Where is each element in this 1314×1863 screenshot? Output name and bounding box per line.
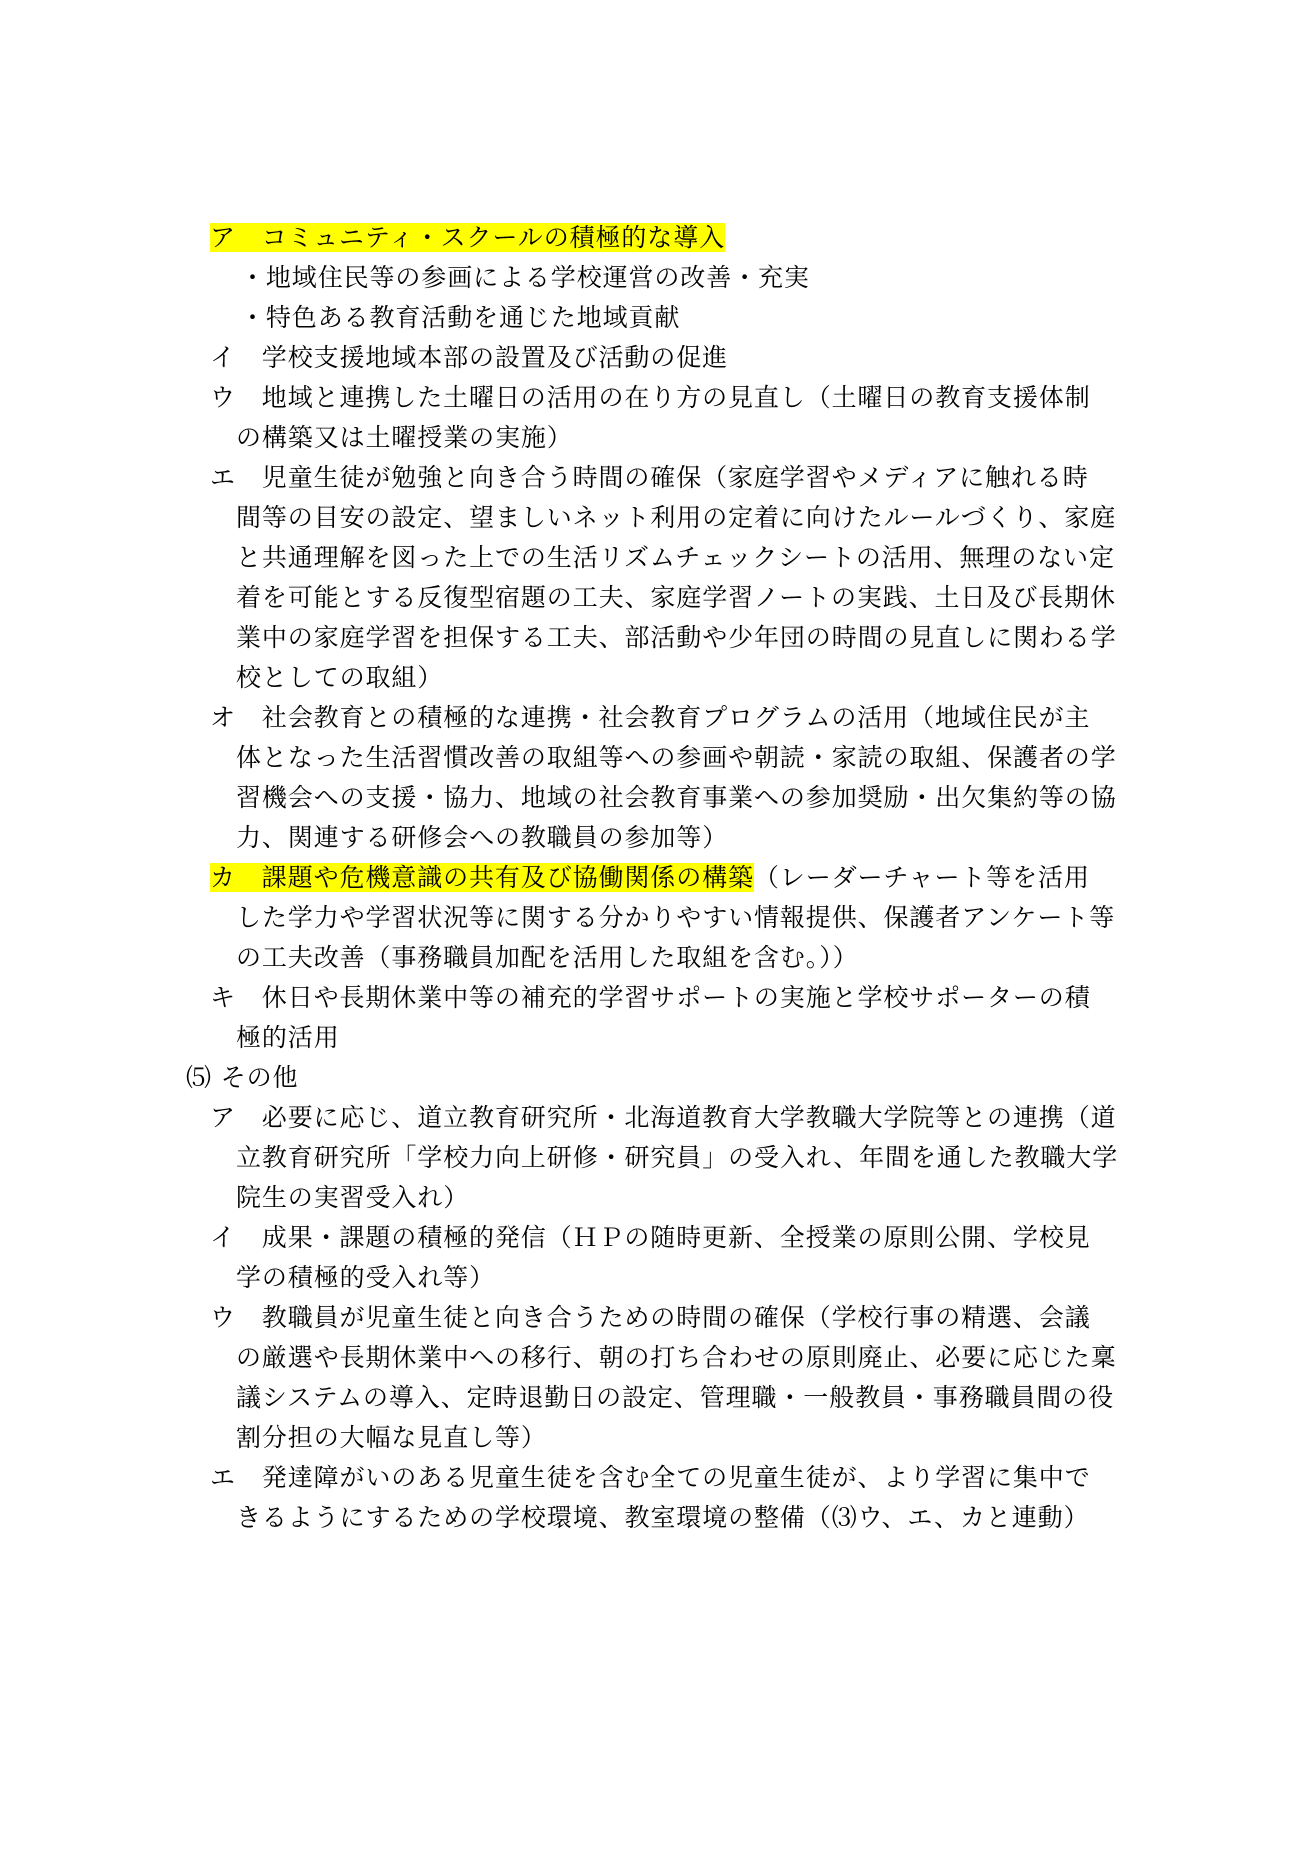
list-item: イ 成果・課題の積極的発信（ＨＰの随時更新、全授業の原則公開、学校見 xyxy=(210,1223,1091,1252)
bullet-item: ・特色ある教育活動を通じた地域貢献 xyxy=(240,303,681,332)
list-item xyxy=(210,860,1090,896)
list-item: エ 発達障がいのある児童生徒を含む全ての児童生徒が、より学習に集中で xyxy=(210,1463,1091,1492)
list-item-continuation: の厳選や長期休業中への移行、朝の打ち合わせの原則廃止、必要に応じた稟 xyxy=(236,1343,1117,1372)
list-item-continuation: 力、関連する研修会への教職員の参加等） xyxy=(236,823,729,852)
list-item-continuation: と共通理解を図った上での生活リズムチェックシートの活用、無理のない定 xyxy=(236,543,1115,572)
list-item-continuation: きるようにするための学校環境、教室環境の整備（⑶ウ、エ、カと連動） xyxy=(236,1503,1090,1532)
bullet-item: ・地域住民等の参画による学校運営の改善・充実 xyxy=(240,263,810,292)
list-item-continuation: 着を可能とする反復型宿題の工夫、家庭学習ノートの実践、土日及び長期休 xyxy=(236,583,1116,612)
list-item: ア 必要に応じ、道立教育研究所・北海道教育大学教職大学院等との連携（道 xyxy=(210,1103,1117,1132)
list-item-continuation: 議システムの導入、定時退勤日の設定、管理職・一般教員・事務職員間の役 xyxy=(236,1383,1115,1412)
section-heading: ⑸ その他 xyxy=(186,1063,299,1092)
list-item-continuation: 学の積極的受入れ等） xyxy=(236,1263,496,1292)
list-item-continuation: の構築又は土曜授業の実施） xyxy=(236,423,573,452)
list-item: エ 児童生徒が勉強と向き合う時間の確保（家庭学習やメディアに触れる時 xyxy=(210,463,1089,492)
list-item: キ 休日や長期休業中等の補充的学習サポートの実施と学校サポーターの積 xyxy=(210,983,1091,1012)
list-item: オ 社会教育との積極的な連携・社会教育プログラムの活用（地域住民が主 xyxy=(210,703,1091,732)
list-item-text: （レーダーチャート等を活用 xyxy=(753,863,1090,892)
list-item-continuation: 極的活用 xyxy=(236,1023,340,1052)
list-item-continuation: した学力や学習状況等に関する分かりやすい情報提供、保護者アンケート等 xyxy=(236,903,1116,932)
list-item-continuation: 習機会への支援・協力、地域の社会教育事業への参加奨励・出欠集約等の協 xyxy=(236,783,1117,812)
list-item: イ 学校支援地域本部の設置及び活動の促進 xyxy=(210,343,729,372)
list-item: ウ 地域と連携した土曜日の活用の在り方の見直し（土曜日の教育支援体制 xyxy=(210,383,1091,412)
list-item: ウ 教職員が児童生徒と向き合うための時間の確保（学校行事の精選、会議 xyxy=(210,1303,1091,1332)
highlighted-text: カ 課題や危機意識の共有及び協働関係の構築 xyxy=(210,863,754,892)
list-item-continuation: 業中の家庭学習を担保する工夫、部活動や少年団の時間の見直しに関わる学 xyxy=(236,623,1117,652)
highlighted-text: ア コミュニティ・スクールの積極的な導入 xyxy=(210,223,726,252)
list-item-continuation: 体となった生活習慣改善の取組等への参画や朝読・家読の取組、保護者の学 xyxy=(236,743,1117,772)
list-item-continuation: 割分担の大幅な見直し等） xyxy=(236,1423,547,1452)
item-a-heading xyxy=(210,220,725,256)
list-item-continuation: の工夫改善（事務職員加配を活用した取組を含む。）） xyxy=(236,943,859,972)
list-item-continuation: 校としての取組） xyxy=(236,663,444,692)
list-item-continuation: 間等の目安の設定、望ましいネット利用の定着に向けたルールづくり、家庭 xyxy=(236,503,1117,532)
list-item-continuation: 院生の実習受入れ） xyxy=(236,1183,470,1212)
list-item-continuation: 立教育研究所「学校力向上研修・研究員」の受入れ、年間を通した教職大学 xyxy=(236,1143,1119,1172)
